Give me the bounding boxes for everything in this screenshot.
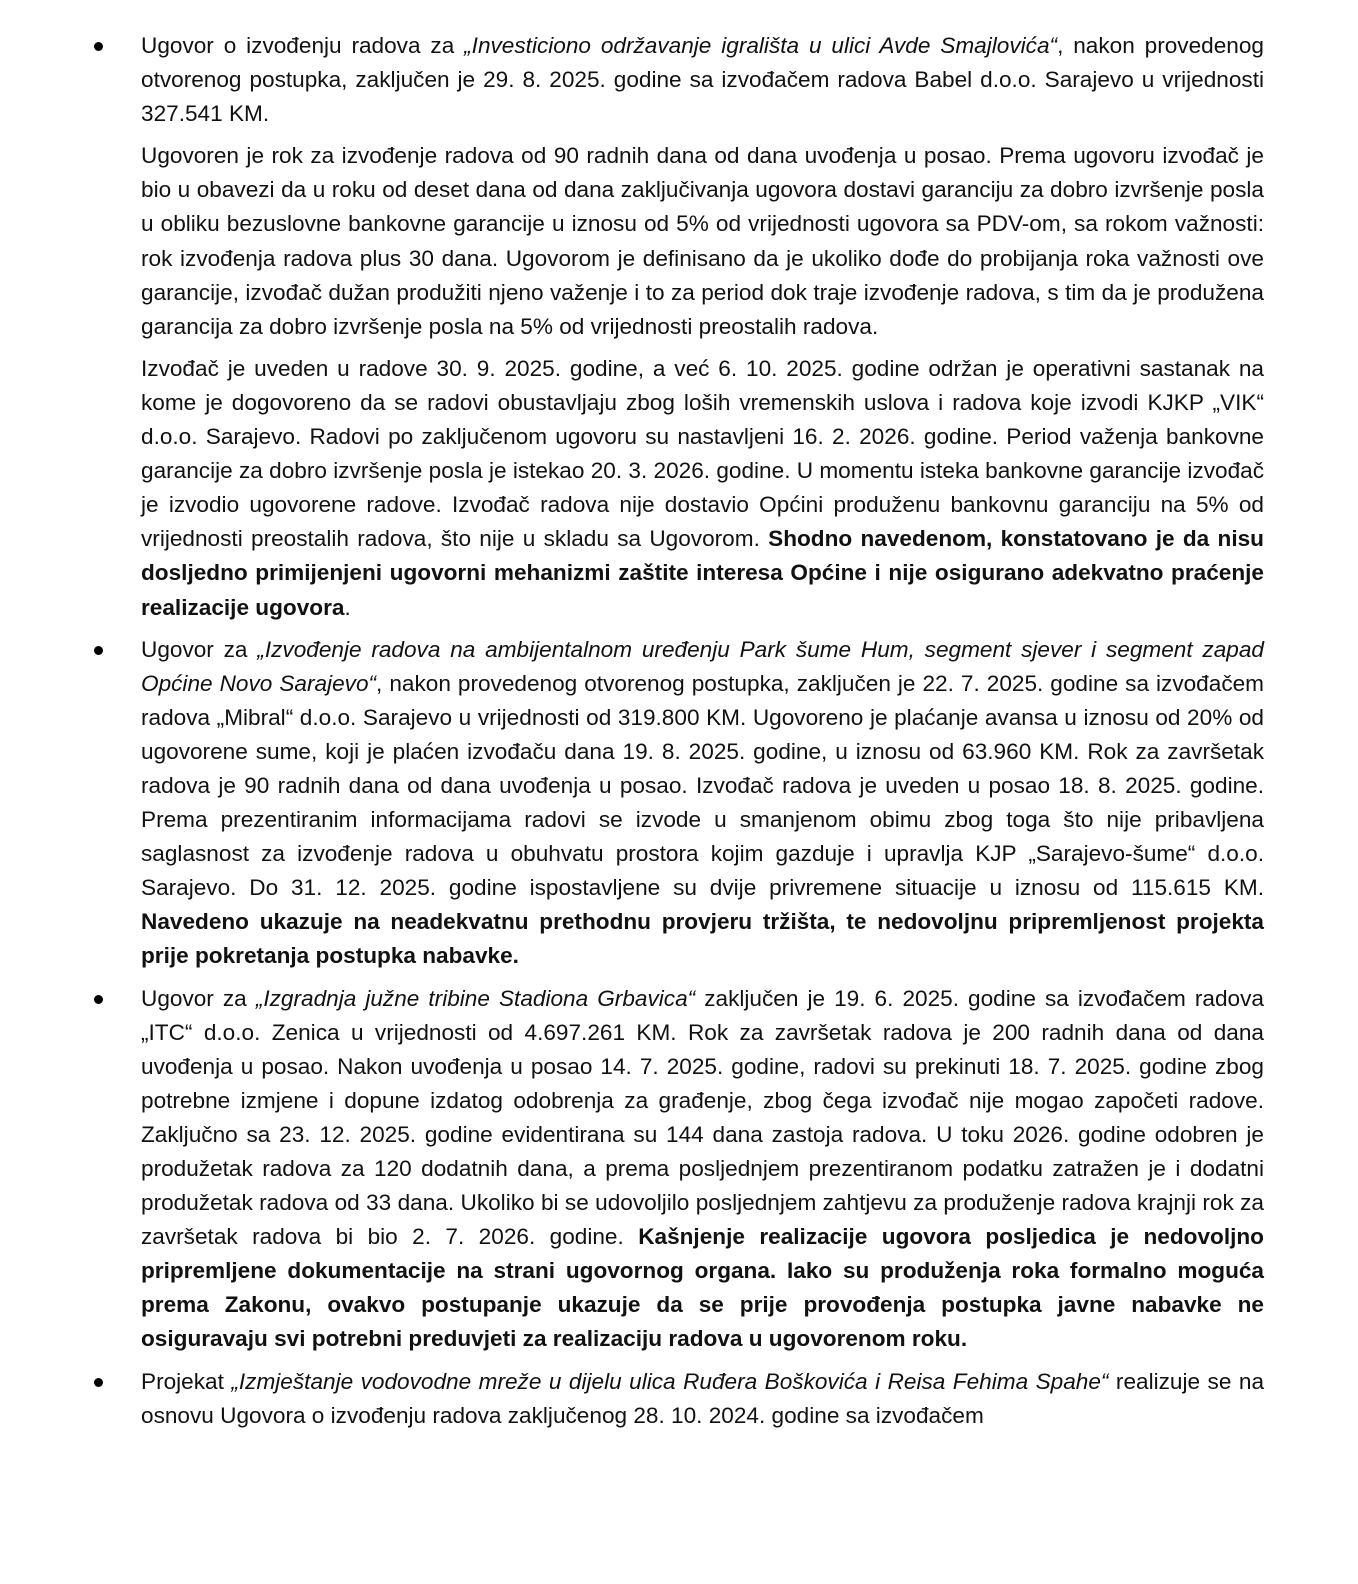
- bullet-icon: [94, 1378, 103, 1387]
- project-title: „Izmještanje vodovodne mreže u dijelu ulica Ruđera Boškovića i Reisa Fehima Spahe“: [231, 1368, 1109, 1394]
- finding-conclusion: Navedeno ukazuje na neadekvatnu prethodnu provjeru tržišta, te nedovoljnu pripremljenost projekta prije pokretanja postupka nabavke.: [141, 909, 1264, 969]
- paragraph-park-hum: [141, 633, 1264, 974]
- text-segment: .: [344, 594, 351, 620]
- text-segment: Izvođač je uveden u radove 30. 9. 2025. godine, a već 6. 10. 2025. godine održan je operativni sastanak na kome je dogovoreno da se radovi obustavljaju zbog loših vremenskih uslova i radova koje izvodi KJKP „VIK“ d.o.o. Sarajevo. Radovi po zaključenom ugovoru su nastavljeni 16. 2. 2026. godine. Period važenja bankovne garancije za dobro izvršenje posla je istekao 20. 3. 2026. godine. U momentu isteka bankovne garancije izvođač je izvodio ugovorene radove. Izvođač radova nije dostavio Općini produženu bankovnu garanciju na 5% od vrijednosti preostalih radova, što nije u skladu sa Ugovorom.: [141, 355, 1264, 552]
- finding-conclusion: Kašnjenje realizacije ugovora posljedica je nedovoljno pripremljene dokumentacije na strani ugovornog organa. Iako su produženja roka formalno moguća prema Zakonu, ovakvo postupanje ukazuje da se prije provođenja postupka javne nabavke ne osiguravaju svi potrebni preduvjeti za realizaciju radova u ugovorenom roku.: [141, 1224, 1264, 1352]
- text-segment: Projekat: [141, 1368, 232, 1394]
- bullet-icon: [94, 995, 103, 1004]
- bullet-icon: [94, 646, 103, 655]
- text-segment: Ugovor za: [141, 636, 258, 662]
- paragraph-water-network: [141, 1365, 1264, 1433]
- contract-title: „Izgradnja južne tribine Stadiona Grbavica“: [255, 985, 696, 1011]
- bullet-icon: [94, 42, 103, 51]
- finding-conclusion: Shodno navedenom, konstatovano je da nisu dosljedno primijenjeni ugovorni mehanizmi zaštite interesa Općine i nije osigurano adekvatno praćenje realizacije ugovora: [141, 526, 1264, 620]
- text-segment: zaključen je 19. 6. 2025. godine sa izvođačem radova „ITC“ d.o.o. Zenica u vrijednosti od 4.697.261 KM. Rok za završetak radova je 200 radnih dana od dana uvođenja u posao. Nakon uvođenja u posao 14. 7. 2025. godine, radovi su prekinuti 18. 7. 2025. godine zbog potrebne izmjene i dopune izdatog odobrenja za građenje, zbog čega izvođač nije mogao započeti radove. Zaključno sa 23. 12. 2025. godine evidentirana su 144 dana zastoja radova. U toku 2026. godine odobren je produžetak radova za 120 dodatnih dana, a prema posljednjem prezentiranom podatku zatražen je i dodatni produžetak radova od 33 dana. Ukoliko bi se udovoljilo posljednjem zahtjevu za produženje radova krajnji rok za završetak radova bi bio 2. 7. 2026. godine.: [141, 985, 1264, 1250]
- contract-title: „Investiciono održavanje igrališta u ulici Avde Smajlovića“: [464, 33, 1058, 58]
- list-item-stadium-contract: [0, 982, 1358, 1357]
- text-segment: Ugovor o izvođenju radova za: [141, 33, 465, 58]
- text-segment: Ugovor za: [141, 985, 256, 1011]
- text-segment: realizuje se na osnovu Ugovora o izvođenju radova zaključenog 28. 10. 2024. godine sa izvođačem: [141, 1368, 1265, 1428]
- text-segment: , nakon provedenog otvorenog postupka, zaključen je 22. 7. 2025. godine sa izvođačem radova „Mibral“ d.o.o. Sarajevo u vrijednosti od 319.800 KM. Ugovoreno je plaćanje avansa u iznosu od 20% od ugovorene sume, koji je plaćen izvođaču dana 19. 8. 2025. godine, u iznosu od 63.960 KM. Rok za završetak radova je 90 radnih dana od dana uvođenja u posao. Izvođač radova je uveden u posao 18. 8. 2025. godine. Prema prezentiranim informacijama radovi se izvode u smanjenom obimu zbog toga što nije pribavljena saglasnost za izvođenje radova u obuhvatu prostora kojim gazduje i upravlja KJP „Sarajevo-šume“ d.o.o. Sarajevo. Do 31. 12. 2025. godine ispostavljene su dvije privremene situacije u iznosu od 115.615 KM.: [141, 670, 1264, 901]
- list-item-water-network-project: [0, 1365, 1358, 1433]
- paragraph-stadium: [141, 982, 1264, 1357]
- text-segment: Ugovoren je rok za izvođenje radova od 90 radnih dana od dana uvođenja u posao. Prema ugovoru izvođač je bio u obavezi da u roku od deset dana od dana zaključivanja ugovora dostavi garanciju za dobro izvršenje posla u obliku bezuslovne bankovne garancije u iznosu od 5% od vrijednosti ugovora sa PDV-om, sa rokom važnosti: rok izvođenja radova plus 30 dana. Ugovorom je definisano da je ukoliko dođe do probijanja roka važnosti ove garancije, izvođač dužan produžiti njeno važenje i to za period dok traje izvođenje radova, s tim da je produžena garancija za dobro izvršenje posla na 5% od vrijednosti preostalih radova.: [141, 143, 1264, 339]
- list-item-playground-contract: [0, 29, 1358, 625]
- list-item-park-hum-contract: [0, 633, 1358, 974]
- contract-title: „Izvođenje radova na ambijentalnom uređenju Park šume Hum, segment sjever i segment zapad Općine Novo Sarajevo“: [141, 636, 1264, 696]
- paragraph-contract-intro: [141, 29, 1264, 131]
- paragraph-guarantee-terms: [141, 139, 1264, 344]
- paragraph-execution-findings: [141, 352, 1264, 625]
- text-segment: , nakon provedenog otvorenog postupka, zaključen je 29. 8. 2025. godine sa izvođačem radova Babel d.o.o. Sarajevo u vrijednosti 327.541 KM.: [141, 33, 1264, 127]
